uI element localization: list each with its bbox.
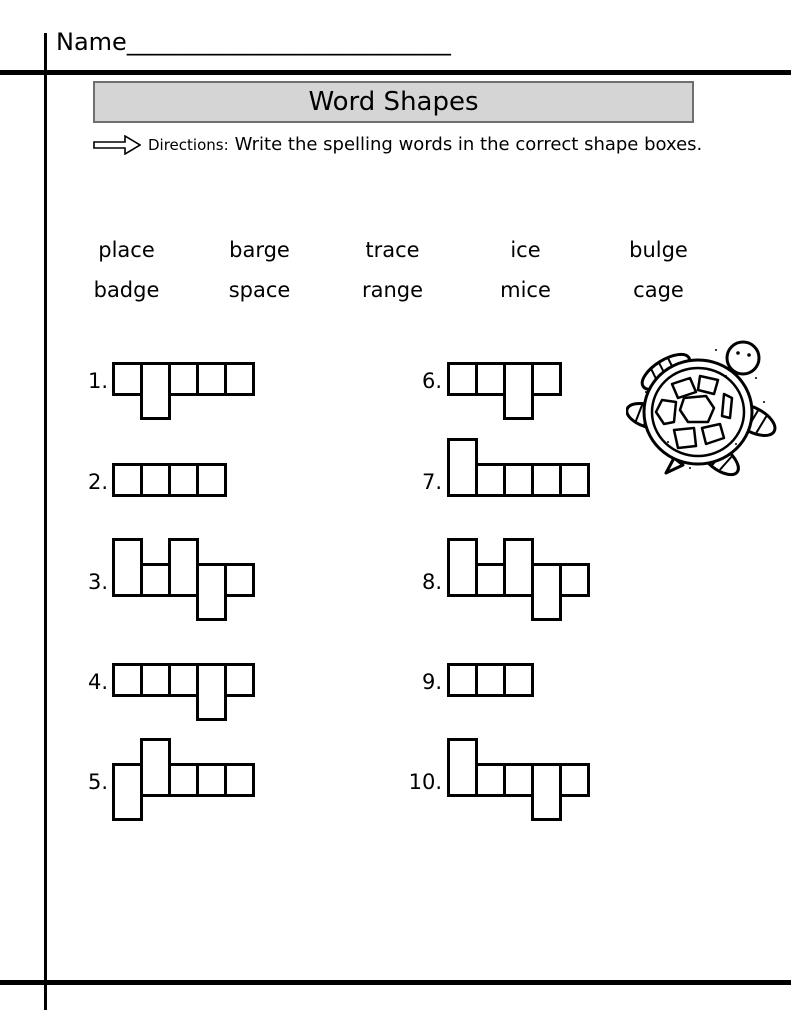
letter-box-mid[interactable] [559, 763, 590, 797]
word-bank [60, 230, 725, 310]
letter-box-mid[interactable] [503, 463, 534, 497]
letter-box-mid[interactable] [559, 463, 590, 497]
shape-number: 2. [87, 470, 108, 494]
shape-number: 5. [87, 770, 108, 794]
name-blank-line[interactable]: ___________________________ [126, 28, 451, 56]
shape-number: 7. [421, 470, 442, 494]
letter-box-mid[interactable] [196, 463, 227, 497]
letter-box-mid[interactable] [112, 663, 143, 697]
letter-box-asc[interactable] [447, 438, 478, 497]
letter-box-desc[interactable] [140, 362, 171, 420]
spelling-word: bulge [629, 238, 688, 262]
letter-box-mid[interactable] [168, 362, 199, 396]
letter-box-mid[interactable] [447, 663, 478, 697]
letter-box-mid[interactable] [140, 663, 171, 697]
letter-box-asc[interactable] [503, 538, 534, 597]
letter-box-desc[interactable] [531, 563, 562, 621]
letter-box-mid[interactable] [475, 463, 506, 497]
letter-box-asc[interactable] [140, 738, 171, 797]
word-bank-row [60, 230, 725, 270]
letter-box-mid[interactable] [224, 563, 255, 597]
spelling-word: ice [510, 238, 541, 262]
page-title: Word Shapes [308, 87, 479, 117]
letter-box-mid[interactable] [112, 463, 143, 497]
shape-number: 3. [87, 570, 108, 594]
letter-box-desc[interactable] [112, 763, 143, 821]
letter-box-desc[interactable] [503, 362, 534, 420]
shape-number: 6. [421, 369, 442, 393]
letter-box-asc[interactable] [447, 538, 478, 597]
left-margin-line [44, 33, 47, 1010]
worksheet-title-bar [93, 81, 694, 123]
name-label: Name [56, 28, 127, 56]
letter-box-desc[interactable] [196, 563, 227, 621]
directions-label: Directions: [148, 135, 229, 154]
letter-box-asc[interactable] [168, 538, 199, 597]
letter-box-mid[interactable] [168, 463, 199, 497]
letter-box-mid[interactable] [475, 563, 506, 597]
spelling-word: space [228, 278, 291, 302]
shape-number: 8. [421, 570, 442, 594]
letter-box-mid[interactable] [447, 362, 478, 396]
spelling-word: trace [365, 238, 420, 262]
letter-box-mid[interactable] [531, 463, 562, 497]
letter-box-mid[interactable] [224, 663, 255, 697]
letter-box-desc[interactable] [196, 663, 227, 721]
letter-box-mid[interactable] [559, 563, 590, 597]
shape-number: 4. [87, 670, 108, 694]
directions-row [93, 134, 702, 155]
turtle-head [727, 342, 759, 374]
letter-box-mid[interactable] [140, 563, 171, 597]
letter-box-mid[interactable] [503, 763, 534, 797]
directions-text: Write the spelling words in the correct shape boxes. [234, 134, 703, 155]
letter-box-mid[interactable] [224, 362, 255, 396]
letter-box-mid[interactable] [475, 663, 506, 697]
letter-box-mid[interactable] [475, 763, 506, 797]
letter-box-mid[interactable] [224, 763, 255, 797]
spelling-word: barge [229, 238, 290, 262]
letter-box-asc[interactable] [447, 738, 478, 797]
word-bank-row [60, 270, 725, 310]
sea-turtle-clipart [626, 332, 778, 478]
bottom-border-line [0, 980, 791, 985]
top-border-line [0, 70, 791, 75]
letter-box-desc[interactable] [531, 763, 562, 821]
letter-box-mid[interactable] [531, 362, 562, 396]
letter-box-mid[interactable] [503, 663, 534, 697]
shape-number: 10. [408, 770, 442, 794]
letter-box-mid[interactable] [196, 763, 227, 797]
spelling-word: cage [633, 278, 684, 302]
letter-box-mid[interactable] [112, 362, 143, 396]
letter-box-mid[interactable] [196, 362, 227, 396]
letter-box-mid[interactable] [168, 663, 199, 697]
letter-box-mid[interactable] [475, 362, 506, 396]
spelling-word: badge [93, 278, 160, 302]
letter-box-asc[interactable] [112, 538, 143, 597]
right-arrow-icon [93, 135, 141, 155]
spelling-word: place [98, 238, 155, 262]
spelling-word: mice [500, 278, 551, 302]
letter-box-mid[interactable] [140, 463, 171, 497]
shape-number: 9. [421, 670, 442, 694]
shape-number: 1. [87, 369, 108, 393]
letter-box-mid[interactable] [168, 763, 199, 797]
spelling-word: range [361, 278, 424, 302]
name-row [56, 28, 451, 56]
